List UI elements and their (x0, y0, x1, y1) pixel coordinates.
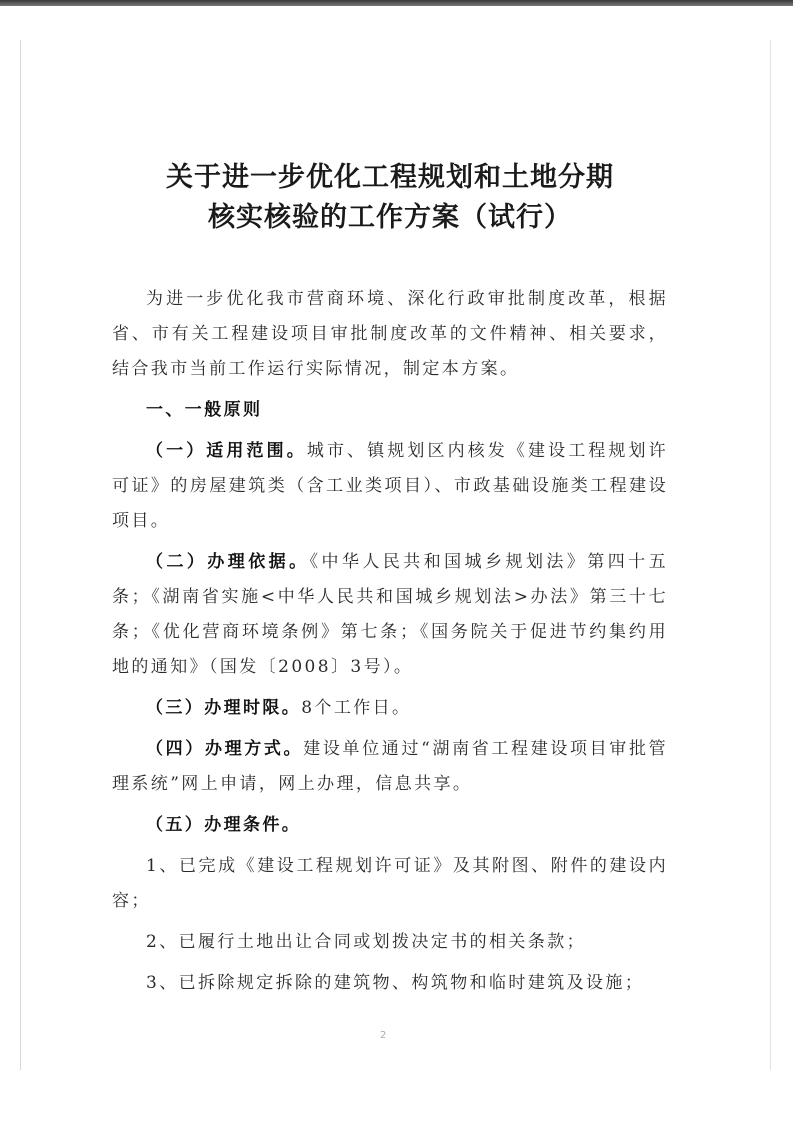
item-text: 《中华人民共和国城乡规划法》第四十五条；《湖南省实施<中华人民共和国城乡规划法>办法》第三十七条；《优化营商环境条例》第七条；《国务院关于促进节约集约用地的通知》（国发〔2008〕3号）。 (112, 552, 669, 677)
item-label: （五）办理条件。 (146, 815, 302, 835)
item-text: 建设单位通过“湖南省工程建设项目审批管理系统”网上申请，网上办理，信息共享。 (112, 739, 668, 794)
item-time-limit (112, 691, 668, 726)
intro-paragraph: 为进一步优化我市营商环境、深化行政审批制度改革，根据省、市有关工程建设项目审批制度改革的文件精神、相关要求，结合我市当前工作运行实际情况，制定本方案。 (112, 289, 668, 379)
item-scope (112, 434, 668, 539)
item-text: 城市、镇规划区内核发《建设工程规划许可证》的房屋建筑类（含工业类项目）、市政基础设施类工程建设项目。 (112, 441, 669, 531)
document-title-line-1: 关于进一步优化工程规划和土地分期 (166, 162, 614, 193)
section-heading-general-principles: 一、一般原则 (146, 400, 263, 420)
item-label: （二）办理依据。 (146, 552, 310, 572)
condition-3: 3、已拆除规定拆除的建筑物、构筑物和临时建筑及设施； (146, 973, 645, 993)
condition-2: 2、已履行土地出让合同或划拨决定书的相关条款； (146, 932, 587, 952)
document-title-line-2: 核实核验的工作方案（试行） (208, 202, 572, 233)
document-body (112, 158, 668, 1001)
item-conditions (112, 808, 668, 843)
page-right-edge (770, 40, 771, 1070)
item-basis (112, 545, 668, 685)
condition-1: 1、已完成《建设工程规划许可证》及其附图、附件的建设内容； (112, 856, 668, 911)
item-method (112, 732, 668, 802)
item-label: （三）办理时限。 (146, 698, 302, 718)
item-label: （四）办理方式。 (146, 739, 304, 759)
page-number: 2 (380, 1030, 387, 1041)
page-left-edge (20, 40, 21, 1070)
item-label: （一）适用范围。 (146, 441, 307, 461)
item-text: 8个工作日。 (301, 698, 412, 718)
top-border (0, 0, 793, 6)
